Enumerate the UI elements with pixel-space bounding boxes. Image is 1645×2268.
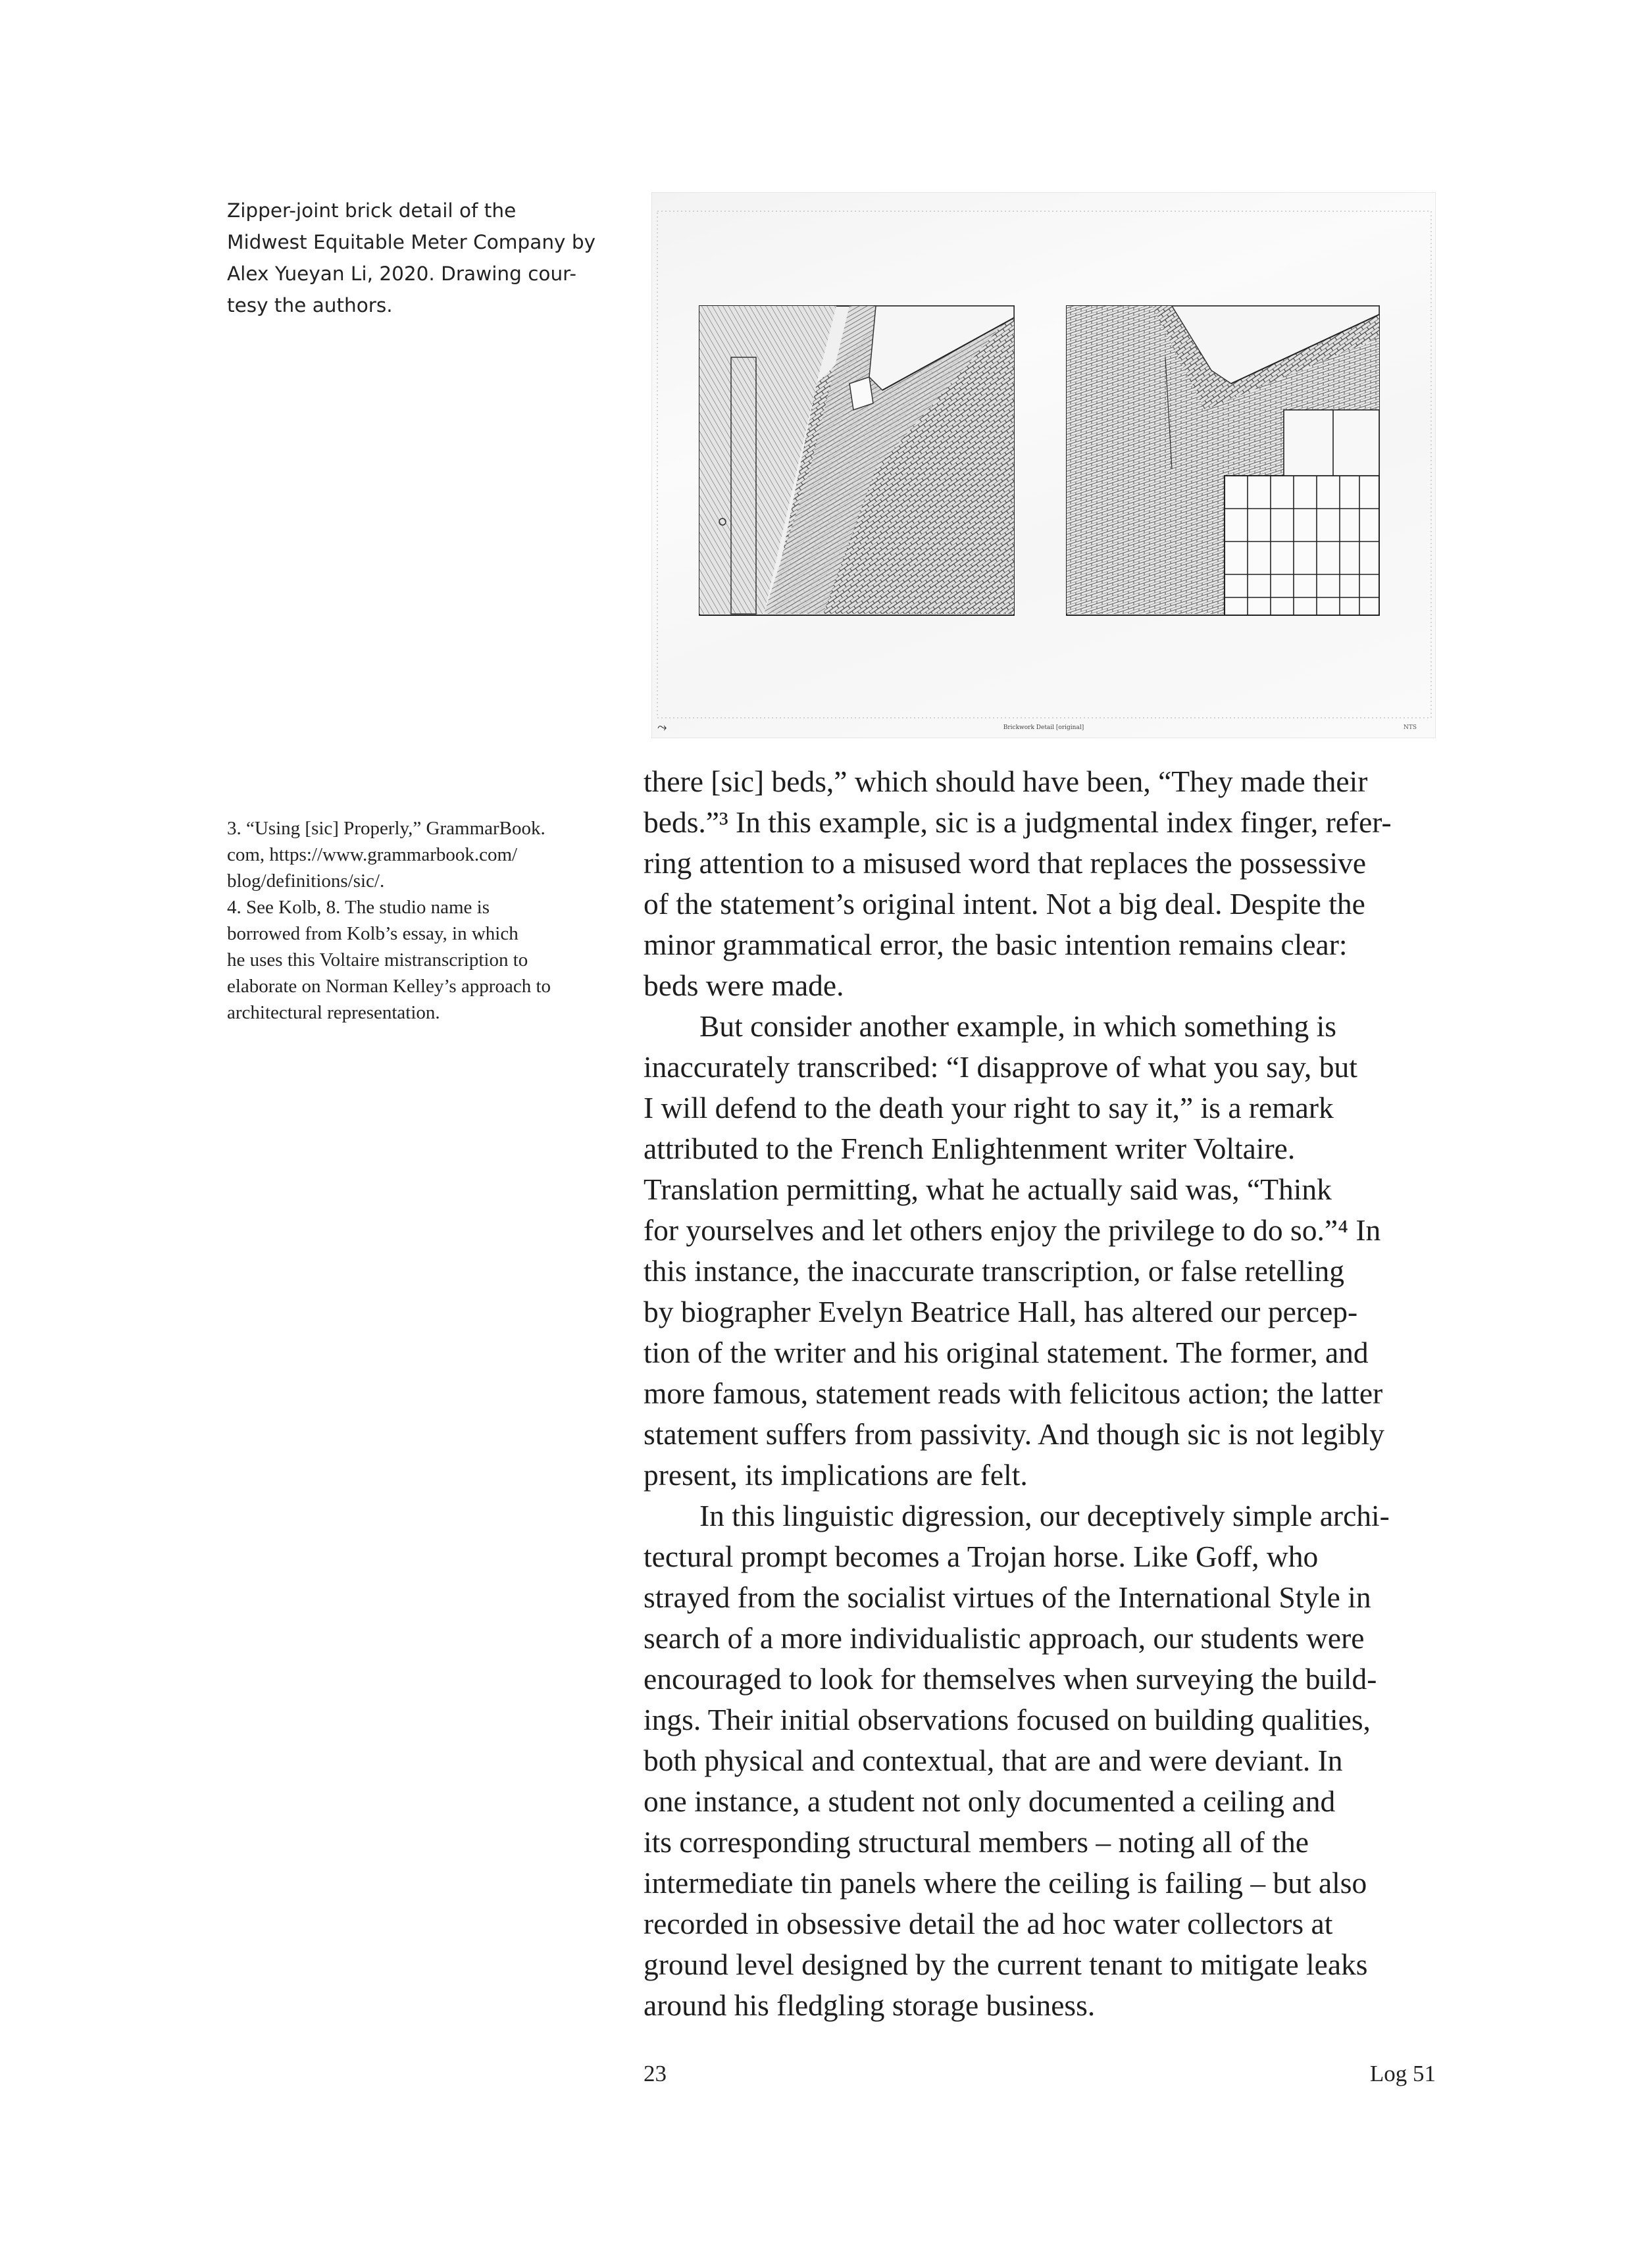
body-line: tion of the writer and his original statement. The former, and (644, 1336, 1369, 1369)
body-line: more famous, statement reads with felicitous action; the latter (644, 1376, 1383, 1410)
brickwork-drawing (652, 193, 1436, 739)
body-line: I will defend to the death your right to say it,” is a remark (644, 1091, 1334, 1124)
body-line: encouraged to look for themselves when surveying the build- (644, 1662, 1377, 1696)
body-line: recorded in obsessive detail the ad hoc water collectors at (644, 1907, 1333, 1940)
body-line: of the statement’s original intent. Not a big deal. Despite the (644, 887, 1365, 920)
body-line: In this linguistic digression, our deceptively simple archi- (699, 1499, 1390, 1532)
body-line: both physical and contextual, that are and were deviant. In (644, 1744, 1343, 1777)
body-line: But consider another example, in which something is (699, 1009, 1336, 1043)
footnote-line: 4. See Kolb, 8. The studio name is (227, 897, 490, 918)
body-line: present, its implications are felt. (644, 1458, 1028, 1492)
figure-caption (227, 195, 609, 321)
body-text (644, 761, 1453, 2026)
caption-line: Alex Yueyan Li, 2020. Drawing cour- (227, 263, 577, 285)
body-line: by biographer Evelyn Beatrice Hall, has altered our percep- (644, 1295, 1358, 1328)
body-line: one instance, a student not only documented a ceiling and (644, 1784, 1336, 1818)
caption-line: Midwest Equitable Meter Company by (227, 231, 596, 253)
body-line: tectural prompt becomes a Trojan horse. Like Goff, who (644, 1540, 1319, 1573)
footnotes (227, 815, 622, 1026)
footnote-line: blog/definitions/sic/. (227, 870, 385, 892)
page-number: 23 (644, 2061, 667, 2086)
body-line: this instance, the inaccurate transcription, or false retelling (644, 1254, 1345, 1288)
right-drawing-panel (1067, 306, 1379, 615)
left-drawing-panel (699, 306, 1014, 615)
caption-line: Zipper-joint brick detail of the (227, 199, 517, 222)
body-line: inaccurately transcribed: “I disapprove of what you say, but (644, 1050, 1357, 1084)
footnote-line: architectural representation. (227, 1002, 440, 1023)
body-line: statement suffers from passivity. And though sic is not legibly (644, 1417, 1385, 1451)
drawing-title: Brickwork Detail [original] (1003, 724, 1084, 731)
caption-line: tesy the authors. (227, 294, 393, 316)
body-line: intermediate tin panels where the ceiling is failing – but also (644, 1866, 1367, 1900)
running-footer: Log 51 (1369, 2061, 1436, 2086)
body-line: there [sic] beds,” which should have been, “They made their (644, 765, 1368, 798)
brickwork-drawing-figure (651, 192, 1436, 738)
scale-note: NTS (1403, 724, 1417, 731)
body-line: ring attention to a misused word that replaces the possessive (644, 846, 1367, 880)
footnote-line: he uses this Voltaire mistranscription to (227, 949, 528, 970)
body-line: beds were made. (644, 969, 844, 1002)
body-line: for yourselves and let others enjoy the privilege to do so.”⁴ In (644, 1213, 1381, 1247)
footnote-line: borrowed from Kolb’s essay, in which (227, 923, 519, 944)
body-line: ings. Their initial observations focused on building qualities, (644, 1703, 1371, 1736)
body-line: strayed from the socialist virtues of the International Style in (644, 1580, 1371, 1614)
body-line: its corresponding structural members – noting all of the (644, 1825, 1309, 1859)
body-line: beds.”³ In this example, sic is a judgmental index finger, refer- (644, 805, 1392, 839)
body-line: ground level designed by the current tenant to mitigate leaks (644, 1948, 1368, 1981)
body-line: search of a more individualistic approach, our students were (644, 1621, 1365, 1655)
body-line: Translation permitting, what he actually said was, “Think (644, 1172, 1332, 1206)
body-line: minor grammatical error, the basic intention remains clear: (644, 928, 1348, 961)
footnote-line: elaborate on Norman Kelley’s approach to (227, 976, 551, 997)
body-line: around his fledgling storage business. (644, 1988, 1096, 2022)
body-line: attributed to the French Enlightenment writer Voltaire. (644, 1132, 1296, 1165)
north-arrow-icon: ⤳ (657, 720, 667, 734)
footnote-line: com, https://www.grammarbook.com/ (227, 844, 518, 865)
footnote-line: 3. “Using [sic] Properly,” GrammarBook. (227, 818, 545, 839)
